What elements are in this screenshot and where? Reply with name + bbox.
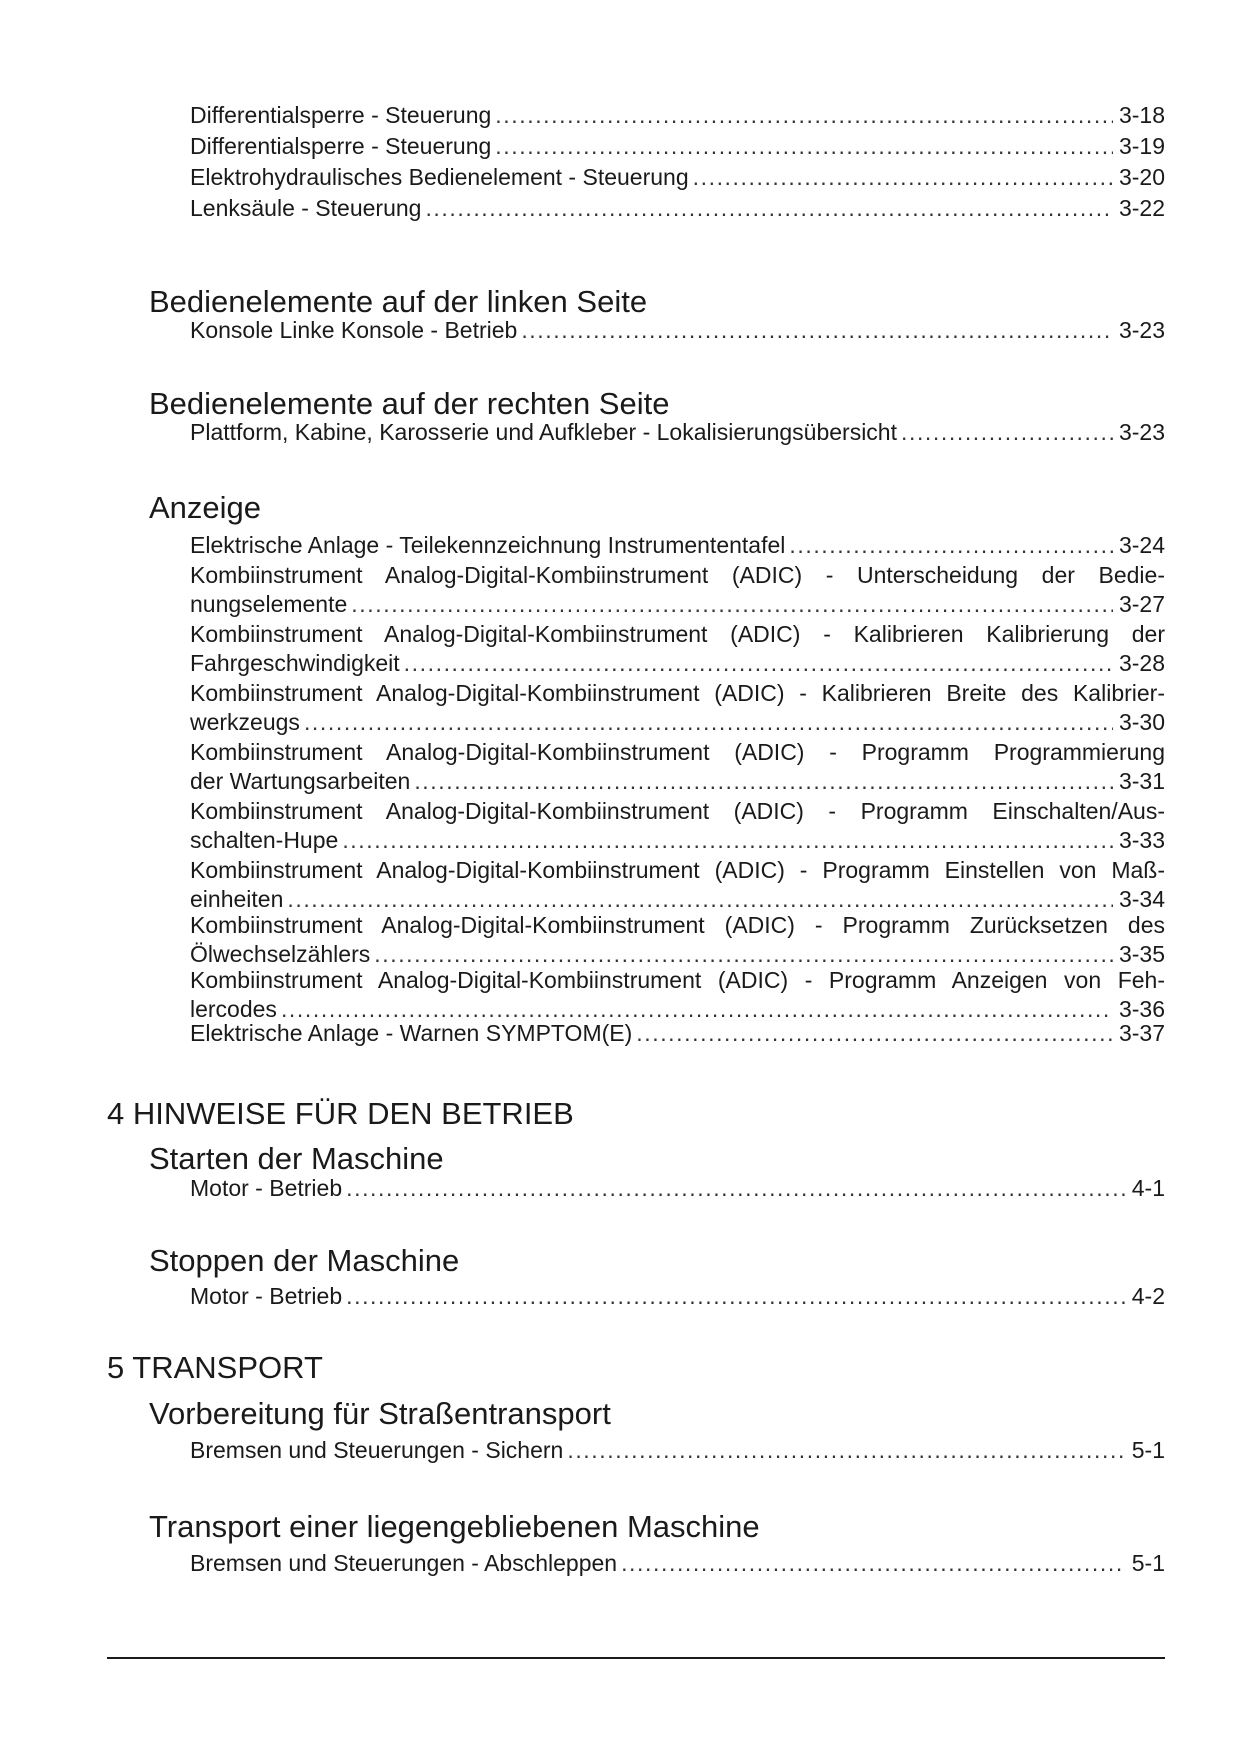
dot-leader [693,163,1113,192]
dot-leader [374,940,1113,969]
page-number: 3-27 [1118,591,1165,617]
entry-title: Ölwechselzählers [190,941,371,967]
entry-title: Konsole Linke Konsole - Betrieb [190,317,518,343]
toc-entry[interactable] [190,561,1165,619]
page-number: 3-33 [1118,827,1165,853]
dot-leader [495,132,1113,161]
entry-title: Fahrgeschwindigkeit [190,650,400,676]
toc-entry[interactable] [190,194,1165,223]
entry-title: Elektrohydraulisches Bedienelement - Steuerung [190,164,689,190]
dot-leader [287,885,1113,914]
toc-entry[interactable] [190,856,1165,914]
dot-leader [346,1174,1126,1203]
toc-entry[interactable] [190,1436,1165,1465]
page-number: 3-37 [1118,1020,1165,1046]
page-number: 5-1 [1131,1550,1165,1576]
entry-title-line1: Kombiinstrument Analog-Digital-Kombiinstrument (ADIC) - Programm Zurücksetzen des [190,912,1165,938]
section-heading: Transport einer liegengebliebenen Maschine [149,1509,760,1544]
dot-leader [789,531,1113,560]
toc-entry[interactable] [190,1019,1165,1048]
page-number: 4-2 [1131,1283,1165,1309]
footer-rule [107,1657,1165,1659]
page-number: 3-30 [1118,709,1165,735]
dot-leader [404,649,1113,678]
page-number: 3-18 [1118,102,1165,128]
chapter-title: 5 TRANSPORT [107,1350,323,1385]
entry-title: Elektrische Anlage - Teilekennzeichnung Instrumententafel [190,532,786,558]
toc-entry[interactable] [190,738,1165,796]
toc-entry[interactable] [190,911,1165,969]
toc-entry[interactable] [190,620,1165,678]
page-number: 3-20 [1118,164,1165,190]
dot-leader [414,767,1113,796]
entry-title: Bremsen und Steuerungen - Sichern [190,1437,564,1463]
page-number: 3-36 [1118,996,1165,1022]
toc-entry[interactable] [190,316,1165,345]
page-number: 3-22 [1118,195,1165,221]
page-number: 3-35 [1118,941,1165,967]
entry-title: werkzeugs [190,709,300,735]
section-heading: Bedienelemente auf der rechten Seite [149,386,670,421]
section-heading: Anzeige [149,490,262,525]
toc-entry[interactable] [190,1549,1165,1578]
entry-title-line1: Kombiinstrument Analog-Digital-Kombiinstrument (ADIC) - Kalibrieren Breite des Kalibrier- [190,680,1165,706]
entry-title: Differentialsperre - Steuerung [190,133,492,159]
page-number: 3-31 [1118,768,1165,794]
entry-title: Motor - Betrieb [190,1283,343,1309]
entry-title: Differentialsperre - Steuerung [190,102,492,128]
toc-entry[interactable] [190,679,1165,737]
dot-leader [901,418,1113,447]
entry-title: nungselemente [190,591,348,617]
chapter-title: 4 HINWEISE FÜR DEN BETRIEB [107,1096,574,1131]
section-heading: Stoppen der Maschine [149,1243,460,1278]
entry-title: der Wartungsarbeiten [190,768,411,794]
entry-title-line1: Kombiinstrument Analog-Digital-Kombiinstrument (ADIC) - Programm Anzeigen von Feh- [190,967,1165,993]
entry-title: Motor - Betrieb [190,1175,343,1201]
toc-entry[interactable] [190,418,1165,447]
section-heading: Bedienelemente auf der linken Seite [149,284,648,319]
entry-title: Lenksäule - Steuerung [190,195,422,221]
entry-title-line1: Kombiinstrument Analog-Digital-Kombiinstrument (ADIC) - Kalibrieren Kalibrierung der [190,621,1165,647]
dot-leader [567,1436,1125,1465]
toc-entry[interactable] [190,531,1165,560]
entry-title: Elektrische Anlage - Warnen SYMPTOM(E) [190,1020,633,1046]
page-number: 3-24 [1118,532,1165,558]
entry-title: Bremsen und Steuerungen - Abschleppen [190,1550,618,1576]
dot-leader [636,1019,1113,1048]
toc-entry[interactable] [190,1174,1165,1203]
entry-title-line1: Kombiinstrument Analog-Digital-Kombiinstrument (ADIC) - Programm Einschalten/Aus- [190,798,1165,824]
page-number: 5-1 [1131,1437,1165,1463]
page-number: 4-1 [1131,1175,1165,1201]
dot-leader [342,826,1113,855]
entry-title-line1: Kombiinstrument Analog-Digital-Kombiinstrument (ADIC) - Unterscheidung der Bedie- [190,562,1165,588]
dot-leader [351,590,1113,619]
entry-title: lercodes [190,996,277,1022]
section-heading: Starten der Maschine [149,1141,444,1176]
toc-entry[interactable] [190,797,1165,855]
page-number: 3-23 [1118,317,1165,343]
entry-title: einheiten [190,886,284,912]
toc-entry[interactable] [190,1282,1165,1311]
dot-leader [521,316,1113,345]
toc-entry[interactable] [190,966,1165,1024]
page-number: 3-34 [1118,886,1165,912]
entry-title: Plattform, Kabine, Karosserie und Aufkleber - Lokalisierungsübersicht [190,419,897,445]
section-heading: Vorbereitung für Straßentransport [149,1396,611,1431]
dot-leader [304,708,1113,737]
page-number: 3-28 [1118,650,1165,676]
toc-entry[interactable] [190,163,1165,192]
entry-title-line1: Kombiinstrument Analog-Digital-Kombiinstrument (ADIC) - Programm Programmierung [190,739,1165,765]
entry-title: schalten-Hupe [190,827,339,853]
dot-leader [346,1282,1126,1311]
page-number: 3-23 [1118,419,1165,445]
entry-title-line1: Kombiinstrument Analog-Digital-Kombiinstrument (ADIC) - Programm Einstellen von Maß- [190,857,1165,883]
dot-leader [495,101,1113,130]
dot-leader [621,1549,1126,1578]
dot-leader [425,194,1113,223]
toc-entry[interactable] [190,101,1165,130]
toc-entry[interactable] [190,132,1165,161]
page-number: 3-19 [1118,133,1165,159]
